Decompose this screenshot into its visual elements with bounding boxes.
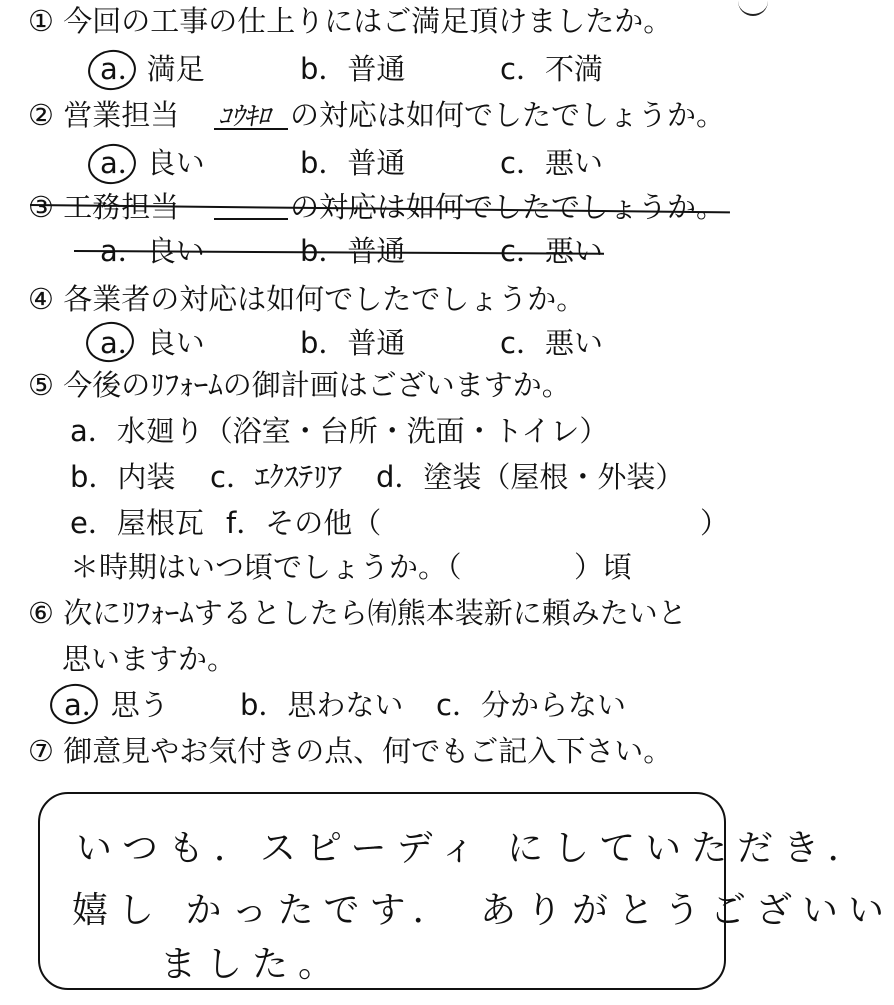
question-2 [28, 98, 179, 132]
q5-option-d[interactable]: d．塗装（屋根・外装） [376, 460, 685, 494]
sales-rep-blank [214, 128, 288, 130]
q3-option-b[interactable]: b．普通 [300, 234, 406, 268]
question-7 [28, 734, 672, 768]
question-1-text: 今回の工事の仕上りにはご満足頂けましたか。 [63, 4, 673, 38]
q2-option-c[interactable]: c．悪い [500, 146, 603, 180]
question-5 [28, 368, 571, 402]
question-4 [28, 282, 585, 316]
comment-line-1: いつも．スピーディ にしていただき． [76, 828, 874, 869]
q4-option-b[interactable]: b．普通 [300, 326, 406, 360]
q1-option-a[interactable]: a．満足 [100, 52, 205, 86]
question-6-number: ⑥ [28, 596, 54, 630]
comment-line-2: 嬉し かったです． ありがとうございい [72, 890, 894, 931]
q5-option-b[interactable]: b．内装 [70, 460, 176, 494]
works-rep-blank [214, 218, 288, 220]
q6-option-c[interactable]: c．分からない [436, 688, 626, 722]
q5-option-c[interactable]: c．ｴｸｽﾃﾘｱ [210, 460, 342, 494]
q5-timing-label: ＊時期はいつ頃でしょうか。（ [70, 550, 462, 584]
question-2-text: の対応は如何でしたでしょうか。 [290, 98, 726, 132]
question-7-number: ⑦ [28, 734, 54, 768]
q6-option-a[interactable]: a．思う [64, 688, 169, 722]
question-2-label: 営業担当 [63, 98, 180, 132]
question-4-text: 各業者の対応は如何でしたでしょうか。 [63, 282, 586, 316]
q2-option-a[interactable]: a．良い [100, 146, 205, 180]
q4-option-a[interactable]: a．良い [100, 326, 205, 360]
question-2-number: ② [28, 98, 54, 132]
q6-option-b[interactable]: b．思わない [240, 688, 404, 722]
question-5-text: 今後のﾘﾌｫｰﾑの御計画はございますか。 [63, 368, 571, 402]
question-6 [28, 596, 687, 630]
question-6-text-2: 思いますか。 [62, 642, 237, 676]
q1-option-b[interactable]: b．普通 [300, 52, 406, 86]
q5-option-f-close: ） [700, 506, 730, 540]
q5-option-line-1[interactable]: a．水廻り（浴室・台所・洗面・トイレ） [70, 414, 609, 448]
q4-option-c[interactable]: c．悪い [500, 326, 603, 360]
q5-option-e[interactable]: e．屋根瓦 [70, 506, 204, 540]
question-6-text: 次にﾘﾌｫｰﾑするとしたら㈲熊本装新に頼みたいと [63, 596, 687, 630]
q5-option-f[interactable]: f．その他（ [226, 506, 382, 540]
question-5-number: ⑤ [28, 368, 54, 402]
question-3-label: 工務担当 [63, 190, 180, 224]
question-1-number: ① [28, 4, 54, 38]
question-1 [28, 4, 672, 38]
corner-mark [738, 0, 768, 16]
q3-option-a[interactable]: a．良い [100, 234, 205, 268]
q2-option-b[interactable]: b．普通 [300, 146, 406, 180]
q1-option-c[interactable]: c．不満 [500, 52, 603, 86]
q5-timing-suffix: ）頃 [574, 550, 633, 584]
question-4-number: ④ [28, 282, 54, 316]
question-3-text: の対応は如何でしたでしょうか。 [290, 190, 726, 224]
question-3-number: ③ [28, 190, 54, 224]
q3-option-c[interactable]: c．悪い [500, 234, 603, 268]
comment-line-3: ました。 [160, 944, 345, 985]
sales-rep-name: ｺｳｷﾛ [218, 102, 271, 132]
question-7-text: 御意見やお気付きの点、何でもご記入下さい。 [63, 734, 673, 768]
